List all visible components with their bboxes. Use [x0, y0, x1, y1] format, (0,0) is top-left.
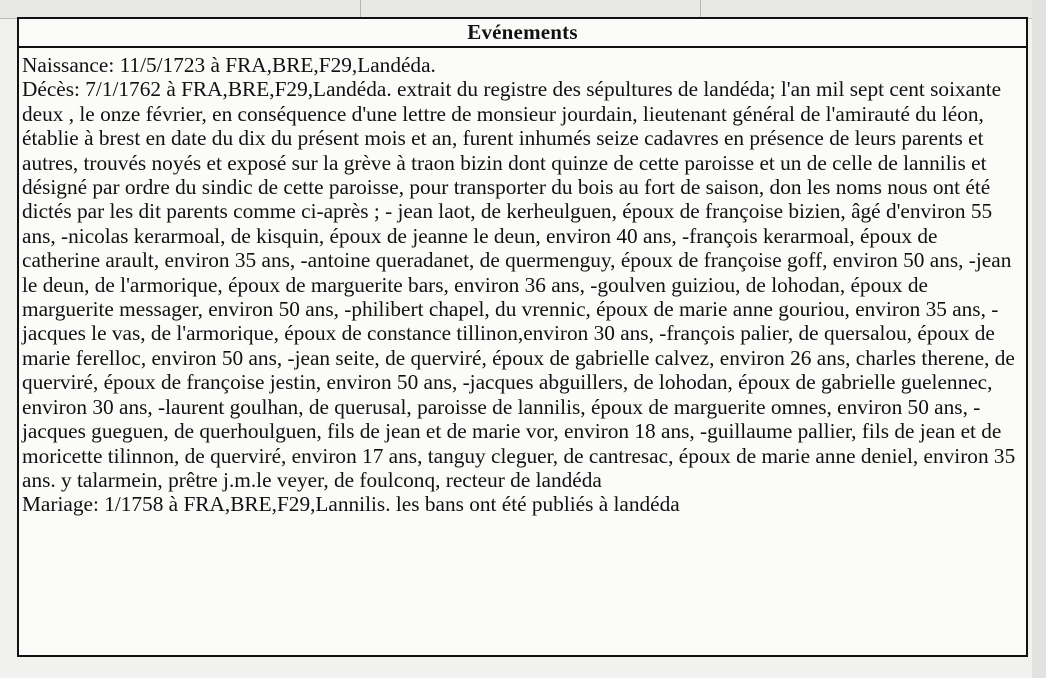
background-page-edge: [1032, 0, 1046, 678]
events-box: [17, 17, 1028, 657]
events-list: [19, 48, 1026, 517]
event-death: Décès: 7/1/1762 à FRA,BRE,F29,Landéda. extrait du registre des sépultures de landéda; l'an mil sept cent soixante deux , le onze février, en conséquence d'une lettre de monsieur jourdain, lieutenant général de l'amirauté du léon, établie à brest en date du dix du présent mois et an, furent inhumés seize cadavres en présence de leurs parents et autres, trouvés noyés et exposé sur la grève à traon bizin dont quinze de cette paroisse et un de celle de lannilis et désigné par ordre du sindic de cette paroisse, pour transporter du bois au fort de saison, don les noms nous ont été dictés par les dit parents comme ci-après ; - jean laot, de kerheulguen, époux de françoise bizien, âgé d'environ 55 ans, -nicolas kerarmoal, de kisquin, époux de jeanne le deun, environ 40 ans, -françois kerarmoal, époux de catherine arault, environ 35 ans, -antoine queradanet, de quermenguy, époux de françoise goff, environ 50 ans, -jean le deun, de l'armorique, époux de marguerite bars, environ 36 ans, -goulven guiziou, de lohodan, époux de marguerite messager, environ 50 ans, -philibert chapel, du vrennic, époux de marie anne gouriou, environ 35 ans, -jacques le vas, de l'armorique, époux de constance tillinon,environ 30 ans, -françois palier, de quersalou, époux de marie ferelloc, environ 50 ans, -jean seite, de querviré, époux de gabrielle calvez, environ 26 ans, charles therene, de querviré, époux de françoise jestin, environ 50 ans, -jacques abguillers, de lohodan, époux de gabrielle guelennec, environ 30 ans, -laurent goulhan, de querusal, paroisse de lannilis, époux de marguerite omnes, environ 50 ans, -jacques gueguen, de querhoulguen, fils de jean et de marie vor, environ 18 ans, -guillaume pallier, fils de jean et de moricette tilinnon, de querviré, environ 17 ans, tanguy cleguer, de cantresac, époux de marie anne deniel, environ 35 ans. y talarmein, prêtre j.m.le veyer, de foulconq, recteur de landéda: [22, 77, 1016, 492]
event-birth: Naissance: 11/5/1723 à FRA,BRE,F29,Landéda.: [22, 53, 436, 77]
events-title: Evénements: [19, 19, 1026, 48]
event-marriage: Mariage: 1/1758 à FRA,BRE,F29,Lannilis. les bans ont été publiés à landéda: [22, 492, 680, 517]
